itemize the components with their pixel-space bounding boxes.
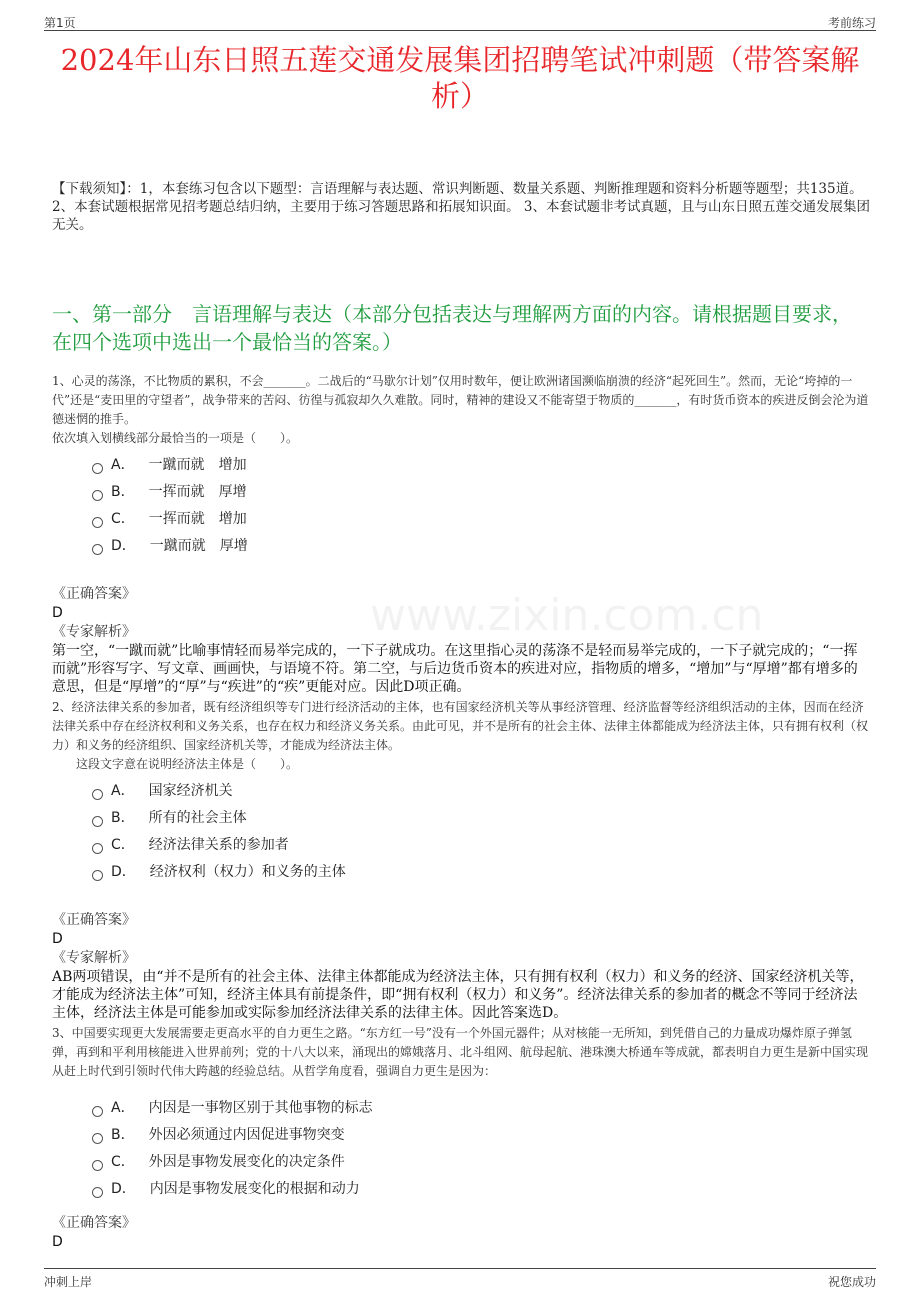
option-letter: D． [111, 864, 136, 880]
answer-label: 《正确答案》 [52, 912, 136, 928]
option-letter: B． [111, 484, 135, 500]
option-text: 一挥而就 增加 [148, 511, 247, 527]
option-letter: A． [111, 457, 135, 473]
footer-right: 祝您成功 [827, 1275, 876, 1289]
radio-icon[interactable] [92, 816, 103, 827]
option-letter: D． [111, 538, 136, 554]
answer-value: D [52, 1234, 63, 1250]
answer-label: 《正确答案》 [52, 586, 136, 602]
option-b[interactable] [92, 1122, 870, 1149]
option-text: 内因是一事物区别于其他事物的标志 [148, 1100, 373, 1116]
download-notice: 【下载须知】：1，本套练习包含以下题型：言语理解与表达题、常识判断题、数量关系题、判断推理题和资料分析题等题型；共135道。 2、本套试题根据常见招考题总结归纳，主要用于练习答题思路和拓展知识面。 3、本套试题非考试真题，且与山东日照五莲交通发展集团无关。 [52, 181, 870, 233]
radio-icon[interactable] [92, 789, 103, 800]
radio-icon[interactable] [92, 870, 103, 881]
option-c[interactable] [92, 506, 870, 533]
option-letter: B． [111, 1127, 135, 1143]
header-tag: 考前练习 [827, 16, 876, 30]
radio-icon[interactable] [92, 1133, 103, 1144]
option-letter: B． [111, 810, 135, 826]
radio-icon[interactable] [92, 490, 103, 501]
radio-icon[interactable] [92, 843, 103, 854]
option-b[interactable] [92, 479, 870, 506]
question-stem: 1、心灵的荡涤，不比物质的累积，不会_______。二战后的“马歇尔计划”仅用时数年，便让欧洲诸国濒临崩溃的经济“起死回生”。然而，无论“垮掉的一代”还是“麦田里的守望者”，战争带来的苦闷、彷徨与孤寂却久久难散。同时，精神的建设又不能寄望于物质的_______，有时货币资本的疾进反倒会沦为道德迷惘的推手。 [52, 374, 869, 426]
option-a[interactable] [92, 778, 870, 805]
option-text: 经济法律关系的参加者 [148, 837, 289, 853]
option-text: 所有的社会主体 [148, 810, 247, 826]
question-1 [52, 372, 870, 696]
radio-icon[interactable] [92, 544, 103, 555]
page-number: 第1页 [44, 16, 76, 30]
answer-label: 《正确答案》 [52, 1215, 136, 1231]
radio-icon[interactable] [92, 1187, 103, 1198]
question-stem: 3、中国要实现更大发展需要走更高水平的自力更生之路。“东方红一号”没有一个外国元器件；从对核能一无所知，到凭借自己的力量成功爆炸原子弹氢弹，再到和平利用核能进入世界前列；党的十八大以来，涌现出的嫦娥落月、北斗组网、航母起航、港珠澳大桥通车等成就，都表明自力更生是新中国实现从赶上时代到引领时代伟大跨越的经验总结。从哲学角度看，强调自力更生是因为： [52, 1026, 869, 1078]
option-list [92, 1095, 870, 1203]
question-stem: 2、经济法律关系的参加者，既有经济组织等专门进行经济活动的主体，也有国家经济机关等从事经济管理、经济监督等经济组织活动的主体，因而在经济法律关系中存在经济权利和义务关系，也存在权力和经济义务关系。由此可见，并不是所有的社会主体、法律主体都能成为经济法主体，只有拥有权利（权力）和义务的经济组织、国家经济机关等，才能成为经济法主体。 [52, 700, 869, 752]
option-text: 一挥而就 厚增 [148, 484, 247, 500]
option-d[interactable] [92, 533, 870, 560]
analysis-text: AB两项错误，由“并不是所有的社会主体、法律主体都能成为经济法主体，只有拥有权利（权力）和义务的经济、国家经济机关等，才能成为经济法主体”可知，经济主体具有前提条件，即“拥有权利（权力）和义务”。经济法律关系的参加者的概念不等同于经济法主体，经济法主体是可能参加或实际参加经济法律关系的法律主体。因此答案选D。 [52, 969, 864, 1021]
question-2 [52, 698, 870, 1022]
option-b[interactable] [92, 805, 870, 832]
option-a[interactable] [92, 1095, 870, 1122]
question-prompt: 这段文字意在说明经济法主体是（ ）。 [52, 757, 299, 771]
option-c[interactable] [92, 1149, 870, 1176]
option-d[interactable] [92, 859, 870, 886]
question-3 [52, 1024, 870, 1251]
question-prompt: 依次填入划横线部分最恰当的一项是（ ）。 [52, 431, 299, 445]
option-c[interactable] [92, 832, 870, 859]
answer-value: D [52, 931, 63, 947]
option-letter: D． [111, 1181, 136, 1197]
radio-icon[interactable] [92, 463, 103, 474]
option-letter: A． [111, 783, 135, 799]
answer-value: D [52, 605, 63, 621]
section-title: 一、第一部分 言语理解与表达（本部分包括表达与理解两方面的内容。请根据题目要求，在四个选项中选出一个最恰当的答案。） [52, 302, 852, 354]
option-text: 外因是事物发展变化的决定条件 [148, 1154, 345, 1170]
option-list [92, 452, 870, 560]
option-letter: C． [111, 511, 135, 527]
option-letter: C． [111, 1154, 135, 1170]
option-letter: A． [111, 1100, 135, 1116]
page-footer [44, 1268, 876, 1289]
analysis-label: 《专家解析》 [52, 624, 136, 640]
option-text: 经济权利（权力）和义务的主体 [149, 864, 346, 880]
option-d[interactable] [92, 1176, 870, 1203]
analysis-label: 《专家解析》 [52, 950, 136, 966]
footer-left: 冲刺上岸 [44, 1275, 93, 1289]
option-list [92, 778, 870, 886]
document-title: 2024年山东日照五莲交通发展集团招聘笔试冲刺题（带答案解析） [60, 43, 860, 113]
page-header [44, 12, 876, 31]
option-text: 一蹴而就 厚增 [149, 538, 248, 554]
option-a[interactable] [92, 452, 870, 479]
radio-icon[interactable] [92, 1160, 103, 1171]
radio-icon[interactable] [92, 1106, 103, 1117]
analysis-text: 第一空，“一蹴而就”比喻事情轻而易举完成的，一下子就成功。在这里指心灵的荡涤不是轻而易举完成的，一下子就完成的；“一挥而就”形容写字、写文章、画画快，与语境不符。第二空，与后边货币资本的疾进对应，指物质的增多，“增加”与“厚增”都有增多的意思，但是“厚增”的“厚”与“疾进”的“疾”更能对应。因此D项正确。 [52, 643, 858, 695]
option-letter: C． [111, 837, 135, 853]
option-text: 一蹴而就 增加 [148, 457, 247, 473]
option-text: 外因必须通过内因促进事物突变 [148, 1127, 345, 1143]
option-text: 内因是事物发展变化的根据和动力 [149, 1181, 360, 1197]
radio-icon[interactable] [92, 517, 103, 528]
watermark: www.zixin.com.cn [370, 590, 764, 641]
option-text: 国家经济机关 [148, 783, 233, 799]
